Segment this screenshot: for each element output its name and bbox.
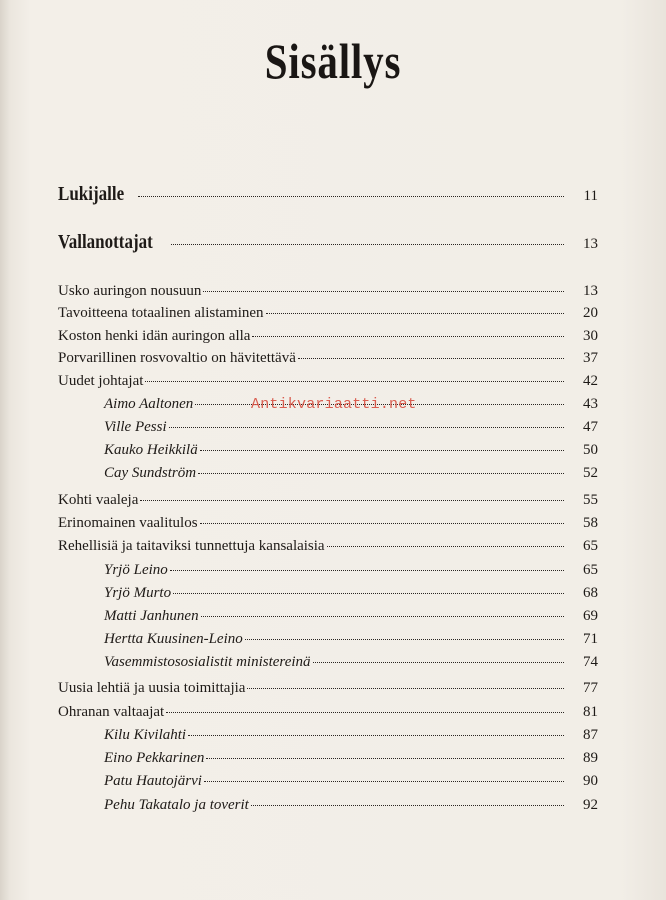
- toc-subentry: [58, 654, 598, 671]
- toc-section-entry: [58, 183, 598, 206]
- entry-label: Erinomainen vaalitulos: [58, 515, 198, 531]
- entry-label: Porvarillinen rosvovaltio on hävitettävä: [58, 350, 296, 366]
- entry-page-number: 13: [583, 283, 598, 299]
- dot-leader: [200, 450, 564, 451]
- dot-leader: [327, 546, 564, 547]
- entry-page-number: 77: [583, 680, 598, 696]
- dot-leader: [266, 313, 564, 314]
- entry-page-number: 11: [583, 188, 598, 204]
- dot-leader: [251, 805, 564, 806]
- toc-entry: [58, 680, 598, 697]
- entry-label: Yrjö Leino: [104, 562, 168, 578]
- dot-leader: [138, 196, 564, 197]
- toc-entry: [58, 704, 598, 721]
- entry-page-number: 30: [583, 328, 598, 344]
- entry-label: Ville Pessi: [104, 419, 167, 435]
- dot-leader: [166, 712, 564, 713]
- toc-subentry: [58, 631, 598, 648]
- entry-label: Kauko Heikkilä: [104, 442, 198, 458]
- dot-leader: [198, 473, 564, 474]
- toc-entry: [58, 492, 598, 509]
- toc-entry: [58, 283, 598, 300]
- toc-entry: [58, 305, 598, 322]
- entry-page-number: 69: [583, 608, 598, 624]
- entry-page-number: 65: [583, 562, 598, 578]
- toc-subentry: [58, 727, 598, 744]
- dot-leader: [206, 758, 564, 759]
- entry-label: Patu Hautojärvi: [104, 773, 202, 789]
- entry-page-number: 90: [583, 773, 598, 789]
- toc-subentry: [58, 750, 598, 767]
- dot-leader: [171, 244, 564, 245]
- entry-label: Tavoitteena totaalinen alistaminen: [58, 305, 264, 321]
- entry-label: Lukijalle: [58, 183, 125, 205]
- toc-subentry: [58, 585, 598, 602]
- entry-label: Kohti vaaleja: [58, 492, 139, 508]
- dot-leader: [245, 639, 564, 640]
- toc-subentry: [58, 465, 598, 482]
- entry-page-number: 52: [583, 465, 598, 481]
- dot-leader: [247, 688, 564, 689]
- toc-subentry: [58, 773, 598, 790]
- entry-label: Hertta Kuusinen-Leino: [104, 631, 243, 647]
- entry-label: Uusia lehtiä ja uusia toimittajia: [58, 680, 246, 696]
- entry-page-number: 58: [583, 515, 598, 531]
- entry-label: Aimo Aaltonen: [104, 396, 194, 412]
- entry-label: Vallanottajat: [58, 231, 153, 253]
- entry-page-number: 81: [583, 704, 598, 720]
- entry-page-number: 37: [583, 350, 598, 366]
- entry-page-number: 71: [583, 631, 598, 647]
- dot-leader: [298, 358, 564, 359]
- entry-label: Matti Janhunen: [104, 608, 199, 624]
- toc-subentry: [58, 608, 598, 625]
- dot-leader: [204, 781, 564, 782]
- dot-leader: [252, 336, 564, 337]
- entry-label: Usko auringon nousuun: [58, 283, 202, 299]
- entry-label: Ohranan valtaajat: [58, 704, 165, 720]
- toc-entry: [58, 515, 598, 532]
- entry-page-number: 74: [583, 654, 598, 670]
- entry-label: Pehu Takatalo ja toverit: [104, 797, 249, 813]
- entry-page-number: 55: [583, 492, 598, 508]
- entry-label: Uudet johtajat: [58, 373, 144, 389]
- toc-entry: [58, 373, 598, 390]
- entry-page-number: 89: [583, 750, 598, 766]
- entry-page-number: 50: [583, 442, 598, 458]
- entry-label: Cay Sundström: [104, 465, 197, 481]
- toc-subentry: [58, 419, 598, 436]
- toc-subentry: [58, 797, 598, 814]
- dot-leader: [203, 291, 564, 292]
- entry-page-number: 92: [583, 797, 598, 813]
- toc-section-entry: [58, 231, 598, 254]
- dot-leader: [200, 523, 564, 524]
- dot-leader: [313, 662, 564, 663]
- watermark: Antikvariaatti.net: [251, 396, 417, 413]
- entry-label: Yrjö Murto: [104, 585, 172, 601]
- toc-entry: [58, 350, 598, 367]
- entry-page-number: 65: [583, 538, 598, 554]
- entry-page-number: 13: [583, 236, 598, 252]
- dot-leader: [173, 593, 564, 594]
- entry-label: Rehellisiä ja taitaviksi tunnettuja kansalaisia: [58, 538, 325, 554]
- dot-leader: [188, 735, 564, 736]
- entry-page-number: 87: [583, 727, 598, 743]
- entry-page-number: 68: [583, 585, 598, 601]
- toc-entry: [58, 538, 598, 555]
- entry-page-number: 20: [583, 305, 598, 321]
- entry-label: Koston henki idän auringon alla: [58, 328, 251, 344]
- dot-leader: [169, 427, 564, 428]
- entry-label: Vasemmistososialistit ministereinä: [104, 654, 311, 670]
- dot-leader: [145, 381, 564, 382]
- dot-leader: [201, 616, 564, 617]
- entry-label: Kilu Kivilahti: [104, 727, 187, 743]
- toc-subentry: [58, 562, 598, 579]
- page-title: Sisällys: [264, 33, 402, 89]
- entry-page-number: 47: [583, 419, 598, 435]
- entry-page-number: 42: [583, 373, 598, 389]
- toc-subentry: [58, 442, 598, 459]
- entry-label: Eino Pekkarinen: [104, 750, 205, 766]
- dot-leader: [140, 500, 564, 501]
- toc-entry: [58, 328, 598, 345]
- dot-leader: [170, 570, 564, 571]
- entry-page-number: 43: [583, 396, 598, 412]
